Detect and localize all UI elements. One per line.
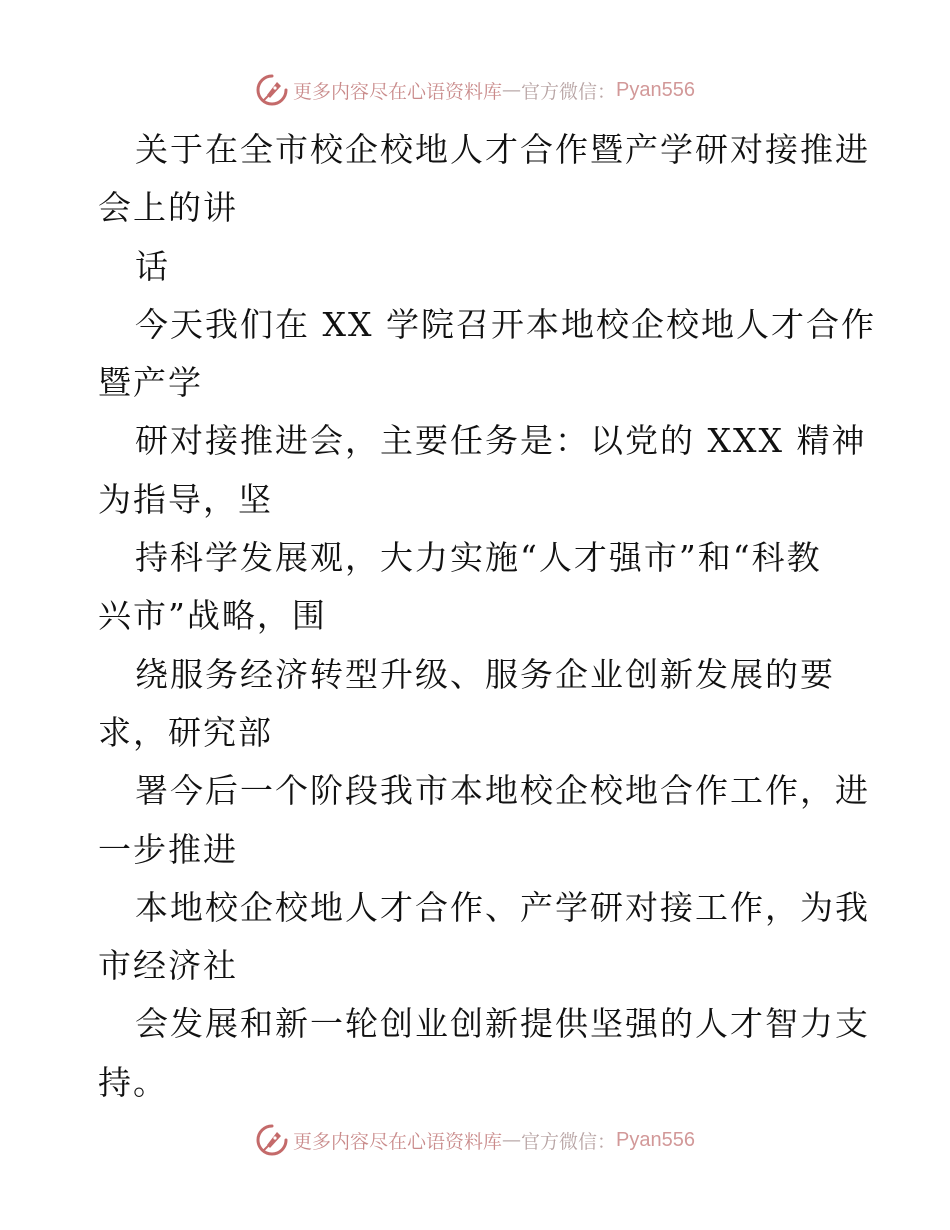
text-line: 市经济社 [98, 946, 238, 986]
text-line: 署今后一个阶段我市本地校企校地合作工作，进 [135, 771, 870, 811]
text-line: 会发展和新一轮创业创新提供坚强的人才智力支 [135, 1004, 870, 1044]
text-line: 绕服务经济转型升级、服务企业创新发展的要 [135, 654, 835, 694]
text-line: 一步推进 [98, 829, 238, 869]
text-line: 求，研究部 [98, 712, 273, 752]
text-line: 为指导，坚 [98, 479, 273, 519]
pen-nib-circle-icon [255, 1123, 289, 1157]
footer-watermark [0, 1120, 950, 1160]
watermark-contact-label: 官方微信： [521, 1130, 617, 1153]
document-body [98, 121, 876, 1112]
watermark-separator: — [502, 79, 522, 101]
watermark-separator: — [502, 1129, 522, 1151]
header-watermark [0, 70, 950, 110]
text-line: 暨产学 [98, 363, 203, 403]
watermark-contact-id: Pyan556 [616, 1128, 695, 1151]
text-line: 会上的讲 [98, 188, 238, 228]
pen-nib-circle-icon [255, 73, 289, 107]
watermark-text: 更多内容尽在心语资料库 [293, 80, 503, 103]
text-line: 本地校企校地人才合作、产学研对接工作，为我 [135, 887, 870, 927]
text-line: 兴市”战略，围 [98, 596, 327, 636]
watermark-contact-label: 官方微信： [521, 80, 617, 103]
text-line: 持科学发展观，大力实施“人才强市”和“科教 [135, 538, 822, 578]
text-line: 话 [135, 246, 170, 286]
text-line: 持。 [98, 1062, 168, 1102]
text-line: 今天我们在 XX 学院召开本地校企校地人才合作 [135, 304, 876, 344]
text-line: 研对接推进会，主要任务是：以党的 XXX 精神 [135, 421, 867, 461]
watermark-contact-id: Pyan556 [616, 78, 695, 101]
watermark-text: 更多内容尽在心语资料库 [293, 1130, 503, 1153]
text-line: 关于在全市校企校地人才合作暨产学研对接推进 [135, 130, 870, 169]
